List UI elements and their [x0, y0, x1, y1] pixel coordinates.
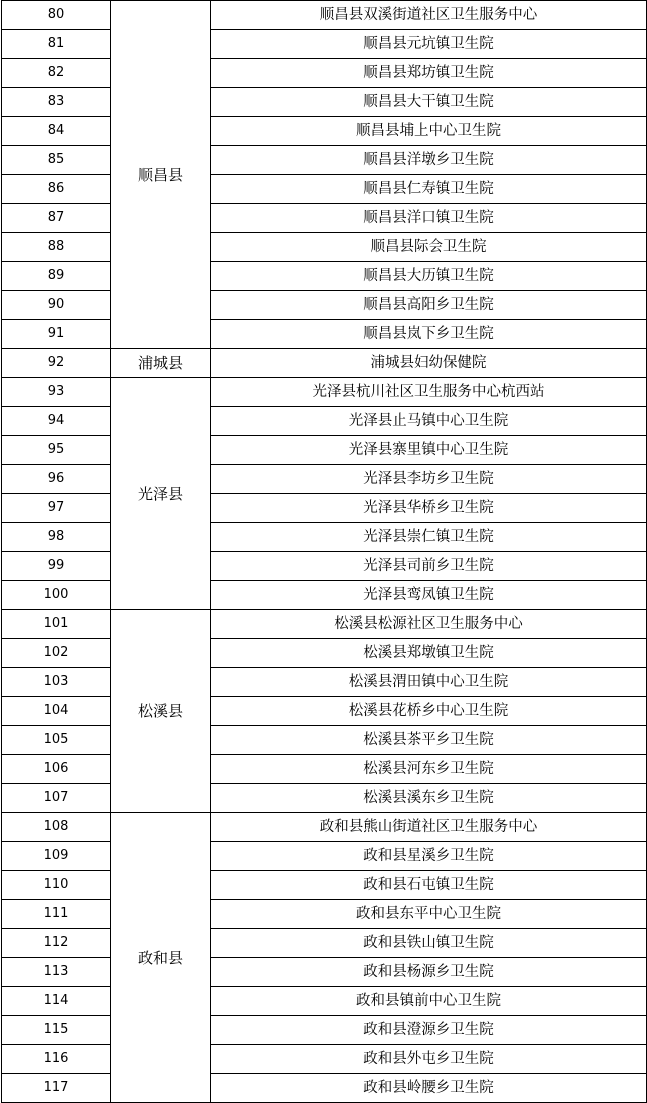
- row-number-cell: 83: [2, 88, 111, 117]
- table-row: [2, 929, 647, 958]
- institution-name-cell: 政和县东平中心卫生院: [211, 900, 647, 929]
- row-number-cell: 115: [2, 1016, 111, 1045]
- row-number-cell: 85: [2, 146, 111, 175]
- institution-name-cell: 顺昌县双溪街道社区卫生服务中心: [211, 1, 647, 30]
- row-number-cell: 116: [2, 1045, 111, 1074]
- row-number-cell: 109: [2, 842, 111, 871]
- row-number-cell: 80: [2, 1, 111, 30]
- institution-name-cell: 政和县熊山街道社区卫生服务中心: [211, 813, 647, 842]
- row-number-cell: 96: [2, 465, 111, 494]
- table-row: [2, 59, 647, 88]
- row-number-cell: 99: [2, 552, 111, 581]
- row-number-cell: 105: [2, 726, 111, 755]
- row-number-cell: 86: [2, 175, 111, 204]
- row-number-cell: 89: [2, 262, 111, 291]
- table-row: [2, 1016, 647, 1045]
- row-number-cell: 84: [2, 117, 111, 146]
- row-number-cell: 94: [2, 407, 111, 436]
- row-number-cell: 101: [2, 610, 111, 639]
- institution-name-cell: 政和县岭腰乡卫生院: [211, 1074, 647, 1103]
- table-row: [2, 871, 647, 900]
- table-row: [2, 1074, 647, 1103]
- institution-name-cell: 政和县铁山镇卫生院: [211, 929, 647, 958]
- row-number-cell: 108: [2, 813, 111, 842]
- table-row: [2, 494, 647, 523]
- table-row: [2, 552, 647, 581]
- institution-name-cell: 政和县澄源乡卫生院: [211, 1016, 647, 1045]
- row-number-cell: 92: [2, 349, 111, 378]
- table-row: [2, 1045, 647, 1074]
- table-row: [2, 117, 647, 146]
- row-number-cell: 112: [2, 929, 111, 958]
- table-row: [2, 813, 647, 842]
- row-number-cell: 113: [2, 958, 111, 987]
- row-number-cell: 110: [2, 871, 111, 900]
- table-row: [2, 958, 647, 987]
- row-number-cell: 87: [2, 204, 111, 233]
- institution-name-cell: 光泽县司前乡卫生院: [211, 552, 647, 581]
- table-row: [2, 378, 647, 407]
- institution-name-cell: 政和县镇前中心卫生院: [211, 987, 647, 1016]
- institution-name-cell: 顺昌县郑坊镇卫生院: [211, 59, 647, 88]
- institution-name-cell: 松溪县郑墩镇卫生院: [211, 639, 647, 668]
- table-row: [2, 88, 647, 117]
- institution-name-cell: 光泽县华桥乡卫生院: [211, 494, 647, 523]
- table-row: [2, 262, 647, 291]
- table-row: [2, 610, 647, 639]
- row-number-cell: 97: [2, 494, 111, 523]
- institution-name-cell: 顺昌县岚下乡卫生院: [211, 320, 647, 349]
- table-row: [2, 726, 647, 755]
- table-body: [2, 1, 647, 1103]
- institution-name-cell: 政和县星溪乡卫生院: [211, 842, 647, 871]
- table-row: [2, 523, 647, 552]
- row-number-cell: 117: [2, 1074, 111, 1103]
- row-number-cell: 100: [2, 581, 111, 610]
- table-row: [2, 581, 647, 610]
- table-row: [2, 784, 647, 813]
- row-number-cell: 104: [2, 697, 111, 726]
- institution-name-cell: 光泽县杭川社区卫生服务中心杭西站: [211, 378, 647, 407]
- table-row: [2, 842, 647, 871]
- row-number-cell: 98: [2, 523, 111, 552]
- row-number-cell: 90: [2, 291, 111, 320]
- county-cell: 浦城县: [111, 349, 211, 378]
- institution-name-cell: 松溪县溪东乡卫生院: [211, 784, 647, 813]
- institution-name-cell: 政和县杨源乡卫生院: [211, 958, 647, 987]
- institution-name-cell: 顺昌县元坑镇卫生院: [211, 30, 647, 59]
- table-row: [2, 900, 647, 929]
- institution-name-cell: 松溪县茶平乡卫生院: [211, 726, 647, 755]
- institution-name-cell: 光泽县崇仁镇卫生院: [211, 523, 647, 552]
- row-number-cell: 107: [2, 784, 111, 813]
- row-number-cell: 103: [2, 668, 111, 697]
- institution-name-cell: 松溪县河东乡卫生院: [211, 755, 647, 784]
- table-row: [2, 291, 647, 320]
- institution-name-cell: 顺昌县埔上中心卫生院: [211, 117, 647, 146]
- institution-name-cell: 光泽县鸾凤镇卫生院: [211, 581, 647, 610]
- table-row: [2, 204, 647, 233]
- institution-name-cell: 光泽县寨里镇中心卫生院: [211, 436, 647, 465]
- table-row: [2, 407, 647, 436]
- table-row: [2, 175, 647, 204]
- institution-name-cell: 顺昌县大历镇卫生院: [211, 262, 647, 291]
- table-row: [2, 639, 647, 668]
- row-number-cell: 95: [2, 436, 111, 465]
- county-cell: 政和县: [111, 813, 211, 1103]
- row-number-cell: 91: [2, 320, 111, 349]
- county-cell: 松溪县: [111, 610, 211, 813]
- row-number-cell: 88: [2, 233, 111, 262]
- institution-name-cell: 政和县石屯镇卫生院: [211, 871, 647, 900]
- institution-name-cell: 光泽县止马镇中心卫生院: [211, 407, 647, 436]
- institution-name-cell: 顺昌县大干镇卫生院: [211, 88, 647, 117]
- row-number-cell: 106: [2, 755, 111, 784]
- institution-name-cell: 松溪县花桥乡中心卫生院: [211, 697, 647, 726]
- row-number-cell: 114: [2, 987, 111, 1016]
- table-row: [2, 349, 647, 378]
- row-number-cell: 111: [2, 900, 111, 929]
- table-row: [2, 146, 647, 175]
- table-row: [2, 233, 647, 262]
- table-row: [2, 987, 647, 1016]
- institution-name-cell: 顺昌县高阳乡卫生院: [211, 291, 647, 320]
- row-number-cell: 82: [2, 59, 111, 88]
- table-row: [2, 465, 647, 494]
- institution-name-cell: 松溪县渭田镇中心卫生院: [211, 668, 647, 697]
- institution-name-cell: 浦城县妇幼保健院: [211, 349, 647, 378]
- table-row: [2, 755, 647, 784]
- institution-name-cell: 顺昌县际会卫生院: [211, 233, 647, 262]
- table-row: [2, 668, 647, 697]
- row-number-cell: 93: [2, 378, 111, 407]
- institution-name-cell: 顺昌县洋口镇卫生院: [211, 204, 647, 233]
- county-cell: 光泽县: [111, 378, 211, 610]
- institution-name-cell: 光泽县李坊乡卫生院: [211, 465, 647, 494]
- table-row: [2, 436, 647, 465]
- table-row: [2, 697, 647, 726]
- institution-name-cell: 顺昌县仁寿镇卫生院: [211, 175, 647, 204]
- table-row: [2, 320, 647, 349]
- institution-table: [1, 0, 647, 1103]
- table-row: [2, 1, 647, 30]
- institution-name-cell: 政和县外屯乡卫生院: [211, 1045, 647, 1074]
- institution-name-cell: 顺昌县洋墩乡卫生院: [211, 146, 647, 175]
- county-cell: 顺昌县: [111, 1, 211, 349]
- table-row: [2, 30, 647, 59]
- row-number-cell: 102: [2, 639, 111, 668]
- institution-name-cell: 松溪县松源社区卫生服务中心: [211, 610, 647, 639]
- row-number-cell: 81: [2, 30, 111, 59]
